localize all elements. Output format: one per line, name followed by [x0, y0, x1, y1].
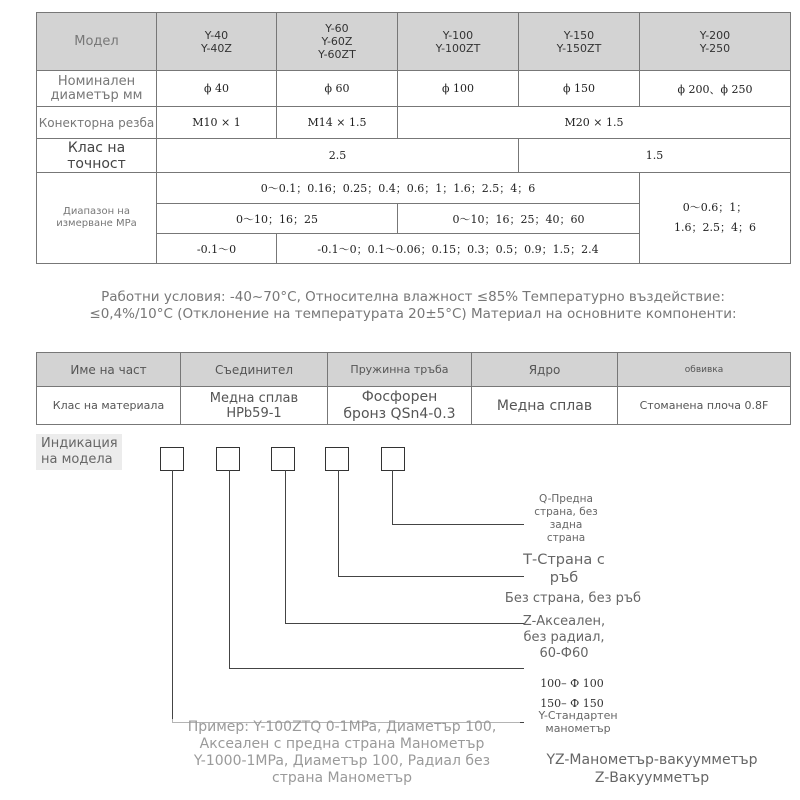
model-y200: Y-200 Y-250 — [640, 13, 791, 71]
leader-line — [392, 470, 393, 525]
leader-line — [229, 668, 524, 669]
model-header: Модел — [37, 13, 157, 71]
example-text: Пример: Y-100ZTQ 0-1MPa, Диаметър 100, Аксеален с предна страна Манометър Y-1000-1MPa, Диаметър 100, Радиал без страна Манометър — [164, 719, 520, 787]
leader-line — [392, 524, 524, 525]
diameter-label: Номинален диаметър мм — [37, 71, 157, 107]
material-connector: Медна сплав HPb59-1 — [181, 387, 328, 425]
model-y150: Y-150 Y-150ZT — [519, 13, 640, 71]
header-core: Ядро — [472, 353, 618, 387]
header-part-name: Име на част — [37, 353, 181, 387]
code-box-1 — [160, 447, 184, 471]
diameter-cell: ϕ 200、ϕ 250 — [640, 71, 791, 107]
range-large-cell: 0～0.6；1； 1.6；2.5；4；6 — [640, 173, 791, 264]
code-box-4 — [325, 447, 349, 471]
materials-table — [36, 352, 791, 425]
range-cell: -0.1～0；0.1～0.06；0.15；0.3；0.5；0.9；1.5；2.4 — [277, 234, 640, 264]
label-y-standard: Y-Стандартен манометър — [538, 709, 618, 735]
material-casing: Стоманена плоча 0.8F — [618, 387, 791, 425]
conditions-line-2: ≤0,4%/10°C (Отклонение на температурата 20±5°C) Материал на основните компоненти: — [89, 306, 737, 322]
spec-table — [36, 12, 791, 264]
material-class-label: Клас на материала — [37, 387, 181, 425]
leader-line — [172, 470, 173, 723]
thread-cell: M10 × 1 — [157, 107, 277, 139]
range-cell: 0～10；16；25；40；60 — [398, 204, 640, 234]
accuracy-cell: 2.5 — [157, 139, 519, 173]
leader-line — [338, 470, 339, 577]
leader-line — [285, 470, 286, 624]
header-casing: обвивка — [618, 353, 791, 387]
diameter-cell: ϕ 60 — [277, 71, 398, 107]
code-box-3 — [271, 447, 295, 471]
label-size-150: 150– Ф 150 — [540, 697, 604, 710]
label-z-axial: Z-Аксеален, без радиал, 60-Ф60 — [522, 614, 606, 661]
conditions-line-1: Работни условия: -40~70°C, Относителна влажност ≤85% Температурно въздействие: — [101, 289, 725, 305]
diameter-cell: ϕ 40 — [157, 71, 277, 107]
accuracy-label: Клас на точност — [37, 139, 157, 173]
model-y100: Y-100 Y-100ZT — [398, 13, 519, 71]
label-z-vacuum: Z-Вакуумметър — [594, 770, 710, 786]
header-spring-tube: Пружинна тръба — [328, 353, 472, 387]
thread-label: Конекторна резба — [37, 107, 157, 139]
range-cell: 0～0.1；0.16；0.25；0.4；0.6；1；1.6；2.5；4；6 — [157, 173, 640, 204]
leader-line — [338, 576, 524, 577]
code-box-5 — [381, 447, 405, 471]
diameter-cell: ϕ 100 — [398, 71, 519, 107]
code-box-2 — [216, 447, 240, 471]
label-yz-gauge: YZ-Манометър-вакуумметър — [546, 752, 758, 768]
range-cell: 0～10；16；25 — [157, 204, 398, 234]
model-y60: Y-60 Y-60Z Y-60ZT — [277, 13, 398, 71]
diameter-cell: ϕ 150 — [519, 71, 640, 107]
leader-line — [229, 470, 230, 669]
thread-cell: M14 × 1.5 — [277, 107, 398, 139]
accuracy-cell: 1.5 — [519, 139, 791, 173]
label-q-front: Q-Предна страна, без задна страна — [534, 493, 598, 544]
leader-line — [285, 623, 524, 624]
header-connector: Съединител — [181, 353, 328, 387]
label-t-side: Т-Страна с ръб — [523, 552, 605, 586]
range-label: Диапазон на измерване МРа — [37, 173, 157, 264]
material-core: Медна сплав — [472, 387, 618, 425]
material-spring-tube: Фосфорен бронз QSn4-0.3 — [328, 387, 472, 425]
model-indication-title: Индикация на модела — [36, 434, 122, 470]
label-no-side: Без страна, без ръб — [504, 591, 642, 606]
label-size-100: 100– Ф 100 — [540, 677, 604, 690]
range-cell: -0.1～0 — [157, 234, 277, 264]
thread-cell: M20 × 1.5 — [398, 107, 791, 139]
model-y40: Y-40 Y-40Z — [157, 13, 277, 71]
